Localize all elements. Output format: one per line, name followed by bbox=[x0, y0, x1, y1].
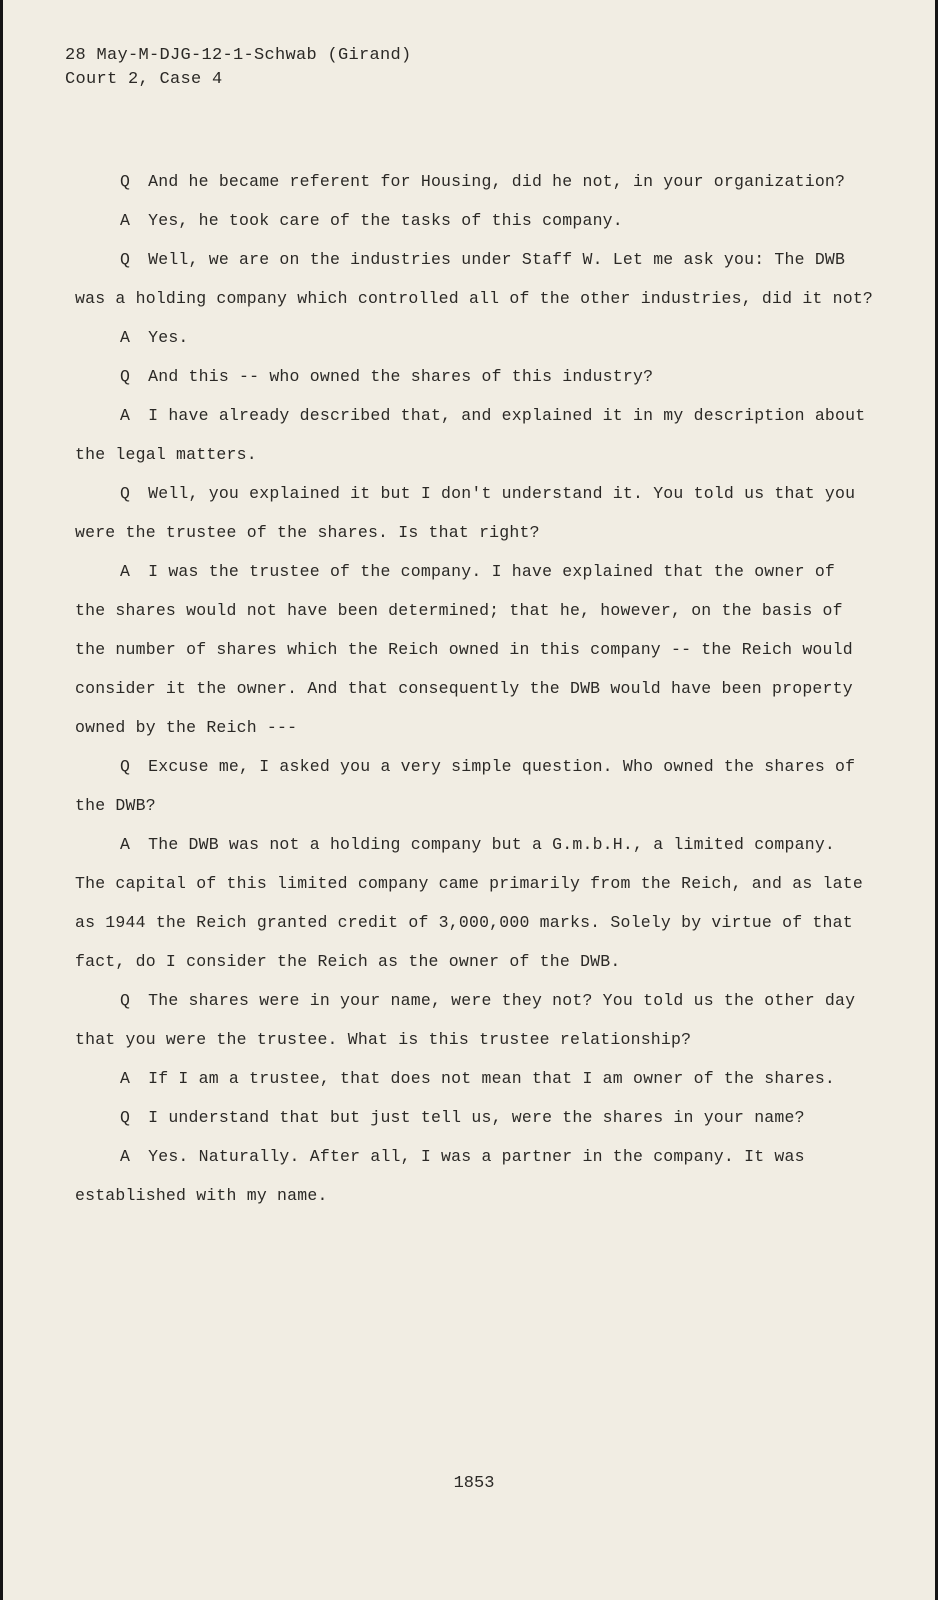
speaker-label: A bbox=[120, 562, 131, 581]
paragraph-text: Yes, he took care of the tasks of this company. bbox=[148, 211, 623, 230]
paragraph-text: The shares were in your name, were they not? You told us the other day that you were the trustee. What is this trustee relationship? bbox=[75, 991, 866, 1049]
document-header bbox=[65, 44, 412, 92]
speaker-label: A bbox=[120, 1069, 131, 1088]
paragraph-text: I understand that but just tell us, were the shares in your name? bbox=[148, 1108, 805, 1127]
paragraph-text: Yes. bbox=[148, 328, 189, 347]
paragraph-7 bbox=[75, 474, 875, 552]
speaker-label: A bbox=[120, 835, 131, 854]
transcript-body bbox=[75, 162, 875, 1215]
paragraph-11 bbox=[75, 981, 875, 1059]
paragraph-text: And this -- who owned the shares of this industry? bbox=[148, 367, 654, 386]
paragraph-text: Well, we are on the industries under Staff W. Let me ask you: The DWB was a holding company which controlled all of the other industries, did it not? bbox=[75, 250, 874, 308]
paragraph-10 bbox=[75, 825, 875, 981]
paragraph-12 bbox=[75, 1059, 875, 1098]
speaker-label: Q bbox=[120, 172, 131, 191]
paragraph-3 bbox=[75, 240, 875, 318]
speaker-label: Q bbox=[120, 484, 131, 503]
paragraph-text: Well, you explained it but I don't understand it. You told us that you were the trustee of the shares. Is that right? bbox=[75, 484, 866, 542]
speaker-label: Q bbox=[120, 250, 131, 269]
speaker-label: A bbox=[120, 211, 131, 230]
paragraph-6 bbox=[75, 396, 875, 474]
paragraph-1 bbox=[75, 162, 875, 201]
paragraph-4 bbox=[75, 318, 875, 357]
paragraph-text: Excuse me, I asked you a very simple question. Who owned the shares of the DWB? bbox=[75, 757, 866, 815]
page-number: 1853 bbox=[453, 1474, 495, 1493]
paragraph-text: I was the trustee of the company. I have explained that the owner of the shares would not have been determined; that he, however, on the basis of the number of shares which the Reich owned in this company -- the Reich would consider it the owner. And that consequently the DWB would have been property owned by the Reich --- bbox=[75, 562, 863, 737]
paragraph-9 bbox=[75, 747, 875, 825]
paragraph-text: I have already described that, and explained it in my description about the legal matters. bbox=[75, 406, 876, 464]
speaker-label: Q bbox=[120, 757, 131, 776]
speaker-label: Q bbox=[120, 1108, 131, 1127]
paragraph-13 bbox=[75, 1098, 875, 1137]
paragraph-text: If I am a trustee, that does not mean that I am owner of the shares. bbox=[148, 1069, 836, 1088]
paragraph-text: And he became referent for Housing, did he not, in your organization? bbox=[148, 172, 846, 191]
paragraph-2 bbox=[75, 201, 875, 240]
speaker-label: Q bbox=[120, 991, 131, 1010]
paragraph-8 bbox=[75, 552, 875, 747]
paragraph-text: Yes. Naturally. After all, I was a partner in the company. It was established with my name. bbox=[75, 1147, 815, 1205]
header-line-1: 28 May-M-DJG-12-1-Schwab (Girand) bbox=[65, 46, 412, 65]
paragraph-text: The DWB was not a holding company but a G.m.b.H., a limited company. The capital of this limited company came primarily from the Reich, and as late as 1944 the Reich granted credit of 3,000,000 marks. Solely by virtue of that fact, do I consider the Reich as the owner of the DWB. bbox=[75, 835, 874, 971]
speaker-label: A bbox=[120, 328, 131, 347]
speaker-label: Q bbox=[120, 367, 131, 386]
speaker-label: A bbox=[120, 1147, 131, 1166]
header-line-2: Court 2, Case 4 bbox=[65, 70, 223, 89]
paragraph-14 bbox=[75, 1137, 875, 1215]
speaker-label: A bbox=[120, 406, 131, 425]
paragraph-5 bbox=[75, 357, 875, 396]
